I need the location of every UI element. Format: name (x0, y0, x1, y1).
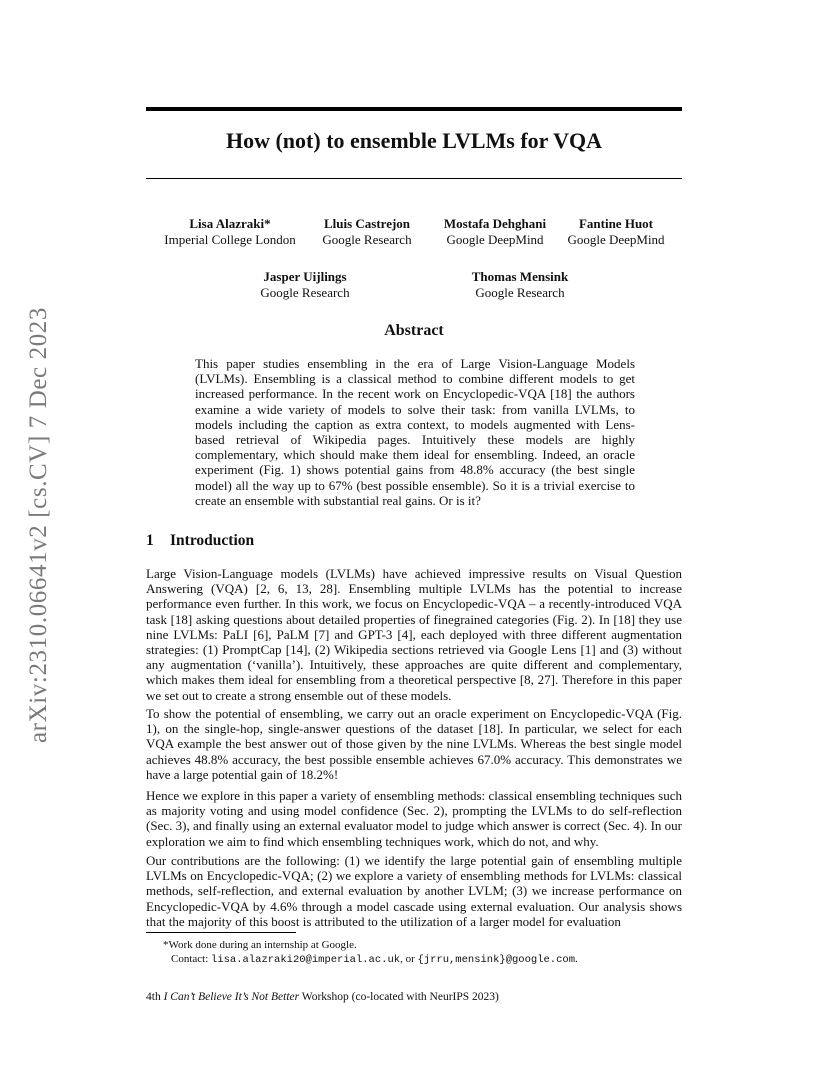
arxiv-identifier: arXiv:2310.06641v2 [cs.CV] 7 Dec 2023 (25, 306, 52, 744)
section-title: Introduction (170, 532, 255, 549)
intro-paragraph: Our contributions are the following: (1) we identify the large potential gain of ensembling multiple LVLMs on Encyclopedic-VQA; (2) we explore a variety of ensembling methods for LVLMs: classical methods, self-reflection, and external evaluation by another LVLM; (3) we increase performance on Encyclopedic-VQA by 4.6% through a model cascade using external evaluation. Our analysis shows that the majority of this boost is attributed to the utilization of a larger model for evaluation (146, 853, 682, 929)
intro-paragraph: Large Vision-Language models (LVLMs) have achieved impressive results on Visual Question Answering (VQA) [2, 6, 13, 28]. Ensembling multiple LVLMs has the potential to increase performance even further. In this work, we focus on Encyclopedic-VQA – a recently-introduced VQA task [18] asking questions about detailed properties of finegrained categories (Fig. 2). In [18] they use nine LVLMs: PaLI [6], PaLM [7] and GPT-3 [4], each deployed with three different augmentation strategies: (1) PromptCap [14], (2) Wikipedia sections retrieved via Google Lens [1] and (3) without any augmentation (‘vanilla’). Intuitively, these approaches are quite different and complementary, which makes them ideal for ensembling from a theoretical perspective [8, 27]. Therefore in this paper we set out to create a strong ensemble out of these models. (146, 566, 682, 703)
author-block (460, 269, 580, 301)
workshop-name: I Can’t Believe It’s Not Better (163, 991, 300, 1003)
author-block (560, 216, 672, 248)
arxiv-stamp (20, 290, 58, 760)
abstract-text: This paper studies ensembling in the era of Large Vision-Language Models (LVLMs). Ensembling is a classical method to combine different models to get increased performance. In the recent work on Encyclopedic-VQA [18] the authors examine a wide variety of models to solve their task: from vanilla LVLMs, to models including the caption as extra context, to models augmented with Lens-based retrieval of Wikipedia pages. Intuitively these models are highly complementary, which should make them ideal for ensembling. Indeed, an oracle experiment (Fig. 1) shows potential gains from 48.8% accuracy (the best single model) all the way up to 67% (best possible ensemble). So it is a trivial exercise to create an ensemble with substantial real gains. Or is it? (195, 356, 635, 508)
author-name: Fantine Huot (578, 216, 654, 231)
section-heading (146, 532, 254, 550)
author-name: Thomas Mensink (471, 269, 569, 284)
title-top-rule (146, 107, 682, 111)
footnote-contact (171, 952, 707, 967)
footnote-internship: *Work done during an internship at Google. (163, 939, 357, 951)
author-block (246, 269, 364, 301)
author-name: Lluis Castrejon (323, 216, 411, 231)
or-text: , or (400, 953, 415, 965)
author-name: Jasper Uijlings (263, 269, 347, 284)
footer-suffix: Workshop (co-located with NeurIPS 2023) (301, 991, 499, 1003)
author-affiliation: Google DeepMind (567, 232, 665, 247)
venue-footer (146, 991, 499, 1003)
author-block (160, 216, 300, 248)
intro-paragraph: To show the potential of ensembling, we carry out an oracle experiment on Encyclopedic-VQA (Fig. 1), on the single-hop, single-answer questions of the dataset [18]. In particular, we select for each VQA example the best answer out of those given by the nine LVLMs. Whereas the best single model achieves 48.8% accuracy, the best possible ensemble achieves 67.0% accuracy. This demonstrates we have a large potential gain of 18.2%! (146, 706, 682, 782)
contact-email-link[interactable]: lisa.alazraki20@imperial.ac.uk (211, 954, 401, 966)
author-block (308, 216, 426, 248)
author-affiliation: Google DeepMind (446, 232, 544, 247)
author-affiliation: Google Research (475, 285, 565, 300)
author-affiliation: Imperial College London (164, 232, 296, 247)
section-number: 1 (146, 532, 154, 549)
footnote-rule (146, 932, 296, 933)
author-affiliation: Google Research (260, 285, 350, 300)
author-affiliation: Google Research (322, 232, 412, 247)
footer-prefix: 4th (146, 991, 161, 1003)
paper-title: How (not) to ensemble LVLMs for VQA (225, 128, 603, 153)
contact-label: Contact: (171, 953, 209, 965)
author-block (432, 216, 558, 248)
intro-paragraph: Hence we explore in this paper a variety of ensembling methods: classical ensembling techniques such as majority voting and using model confidence (Sec. 2), prompting the LVLMs to do self-reflection (Sec. 3), and finally using an external evaluator model to judge which answer is correct (Sec. 4). In our exploration we aim to find which ensembling techniques work, which do not, and why. (146, 788, 682, 849)
abstract-heading: Abstract (384, 322, 444, 339)
footnote-end: . (575, 953, 578, 965)
author-name: Mostafa Dehghani (443, 216, 547, 231)
author-name: Lisa Alazraki* (189, 216, 271, 231)
contact-email-link[interactable]: {jrru,mensink}@google.com (417, 954, 576, 966)
title-bottom-rule (146, 178, 682, 179)
